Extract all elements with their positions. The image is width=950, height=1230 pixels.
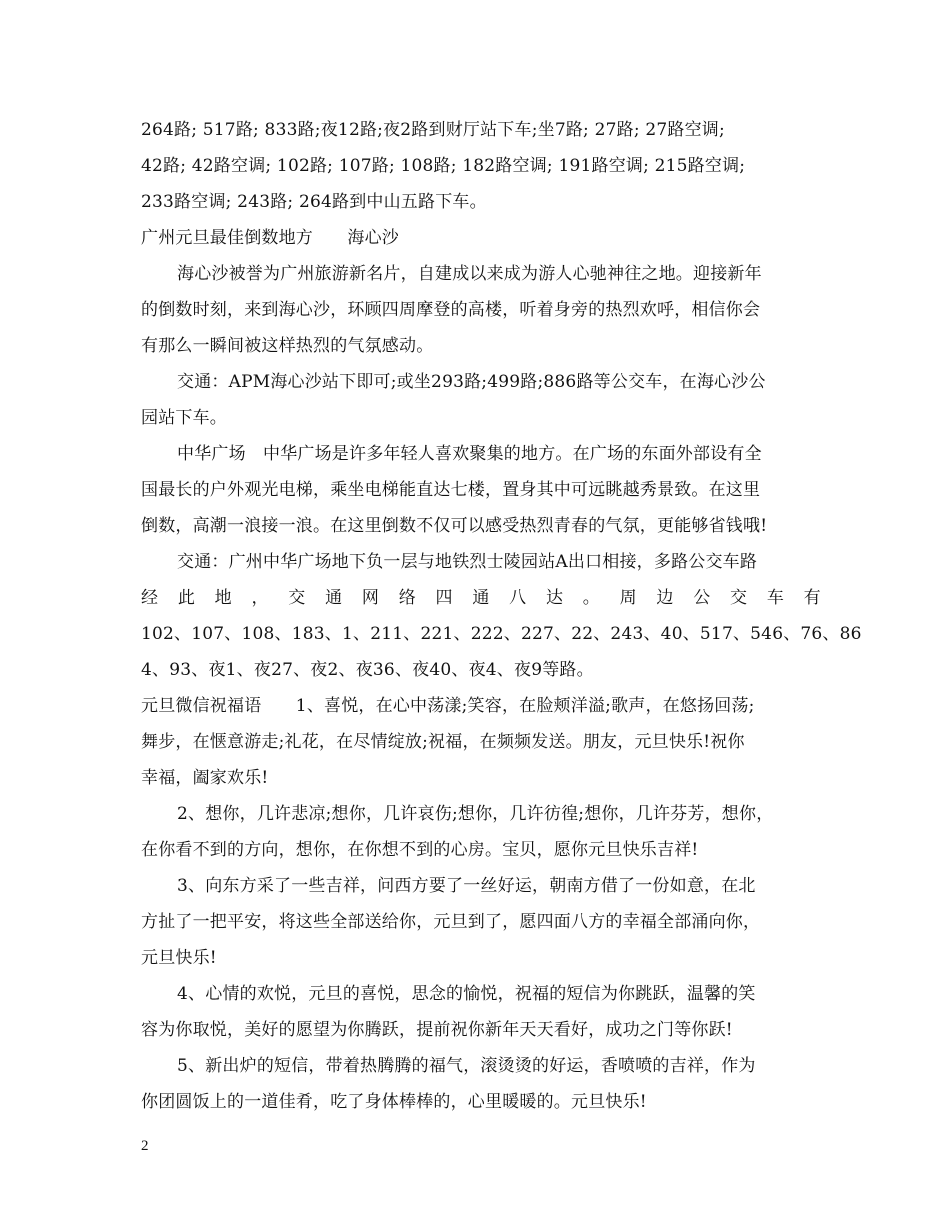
page-number: 2 xyxy=(141,1138,149,1154)
char: 经 xyxy=(141,588,159,608)
paragraph-line: 的倒数时刻，来到海心沙，环顾四周摩登的高楼，听着身旁的热烈欢呼，相信你会 xyxy=(141,300,761,320)
char: 公 xyxy=(693,588,711,608)
text-line: 233路空调; 243路; 264路到中山五路下车。 xyxy=(141,192,487,212)
section-heading: 元旦微信祝福语 1、喜悦，在心中荡漾;笑容，在脸颊洋溢;歌声，在悠扬回荡; xyxy=(141,696,755,716)
char: 通 xyxy=(325,588,343,608)
paragraph-line: 5、新出炉的短信，带着热腾腾的福气，滚烫烫的好运，香喷喷的吉祥，作为 xyxy=(177,1056,756,1076)
text-line: 102、107、108、183、1、211、221、222、227、22、243、40、517、546、76、86 xyxy=(141,624,862,644)
char: 。 xyxy=(582,588,600,608)
document-body xyxy=(141,112,862,1120)
paragraph-line: 倒数，高潮一浪接一浪。在这里倒数不仅可以感受热烈青春的气氛，更能够省钱哦! xyxy=(141,516,768,536)
char: 车 xyxy=(766,588,785,608)
char: 交 xyxy=(288,588,306,608)
char: ， xyxy=(251,588,269,608)
char: 络 xyxy=(398,588,416,608)
paragraph-line: 3、向东方采了一些吉祥，问西方要了一丝好运，朝南方借了一份如意，在北 xyxy=(177,876,756,896)
section-heading: 广州元旦最佳倒数地方 海心沙 xyxy=(141,228,399,248)
paragraph-line: 中华广场 中华广场是许多年轻人喜欢聚集的地方。在广场的东面外部设有全 xyxy=(177,444,762,464)
char: 八 xyxy=(509,588,527,608)
text-line: 4、93、夜1、夜27、夜2、夜36、夜40、夜4、夜9等路。 xyxy=(141,660,594,680)
paragraph-line: 舞步，在惬意游走;礼花，在尽情绽放;祝福，在频频发送。朋友，元旦快乐!祝你 xyxy=(141,732,745,752)
paragraph-line: 交通：广州中华广场地下负一层与地铁烈士陵园站A出口相接，多路公交车路 xyxy=(177,552,758,572)
spread-line xyxy=(141,580,821,616)
text-line: 42路; 42路空调; 102路; 107路; 108路; 182路空调; 191路空调; 215路空调; xyxy=(141,156,746,176)
char: 网 xyxy=(361,588,380,608)
char: 达 xyxy=(545,588,564,608)
paragraph-line: 海心沙被誉为广州旅游新名片，自建成以来成为游人心驰神往之地。迎接新年 xyxy=(177,264,762,284)
paragraph-line: 有那么一瞬间被这样热烈的气氛感动。 xyxy=(141,336,434,356)
char: 通 xyxy=(472,588,490,608)
paragraph-line: 容为你取悦，美好的愿望为你腾跃，提前祝你新年天天看好，成功之门等你跃! xyxy=(141,1020,733,1040)
char: 有 xyxy=(803,588,821,608)
paragraph-line: 园站下车。 xyxy=(141,408,227,428)
char: 交 xyxy=(730,588,748,608)
char: 此 xyxy=(177,588,196,608)
char: 边 xyxy=(656,588,674,608)
text-line: 264路; 517路; 833路;夜12路;夜2路到财厅站下车;坐7路; 27路; 27路空调; xyxy=(141,120,725,140)
paragraph-line: 方扯了一把平安，将这些全部送给你，元旦到了，愿四面八方的幸福全部涌向你， xyxy=(141,912,761,932)
paragraph-line: 国最长的户外观光电梯，乘坐电梯能直达七楼，置身其中可远眺越秀景致。在这里 xyxy=(141,480,761,500)
paragraph-line: 2、想你，几许悲凉;想你，几许哀伤;想你，几许彷徨;想你，几许芬芳，想你， xyxy=(177,804,774,824)
paragraph-line: 在你看不到的方向，想你，在你想不到的心房。宝贝，愿你元旦快乐吉祥! xyxy=(141,840,699,860)
char: 四 xyxy=(435,588,453,608)
paragraph-line: 幸福，阖家欢乐! xyxy=(141,768,269,788)
paragraph-line: 你团圆饭上的一道佳肴，吃了身体棒棒的，心里暖暖的。元旦快乐! xyxy=(141,1092,647,1112)
paragraph-line: 元旦快乐! xyxy=(141,948,217,968)
char: 地 xyxy=(214,588,232,608)
paragraph-line: 交通：APM海心沙站下即可;或坐293路;499路;886路等公交车，在海心沙公 xyxy=(177,372,766,392)
paragraph-line: 4、心情的欢悦，元旦的喜悦，思念的愉悦，祝福的短信为你跳跃，温馨的笑 xyxy=(177,984,756,1004)
char: 周 xyxy=(619,588,637,608)
